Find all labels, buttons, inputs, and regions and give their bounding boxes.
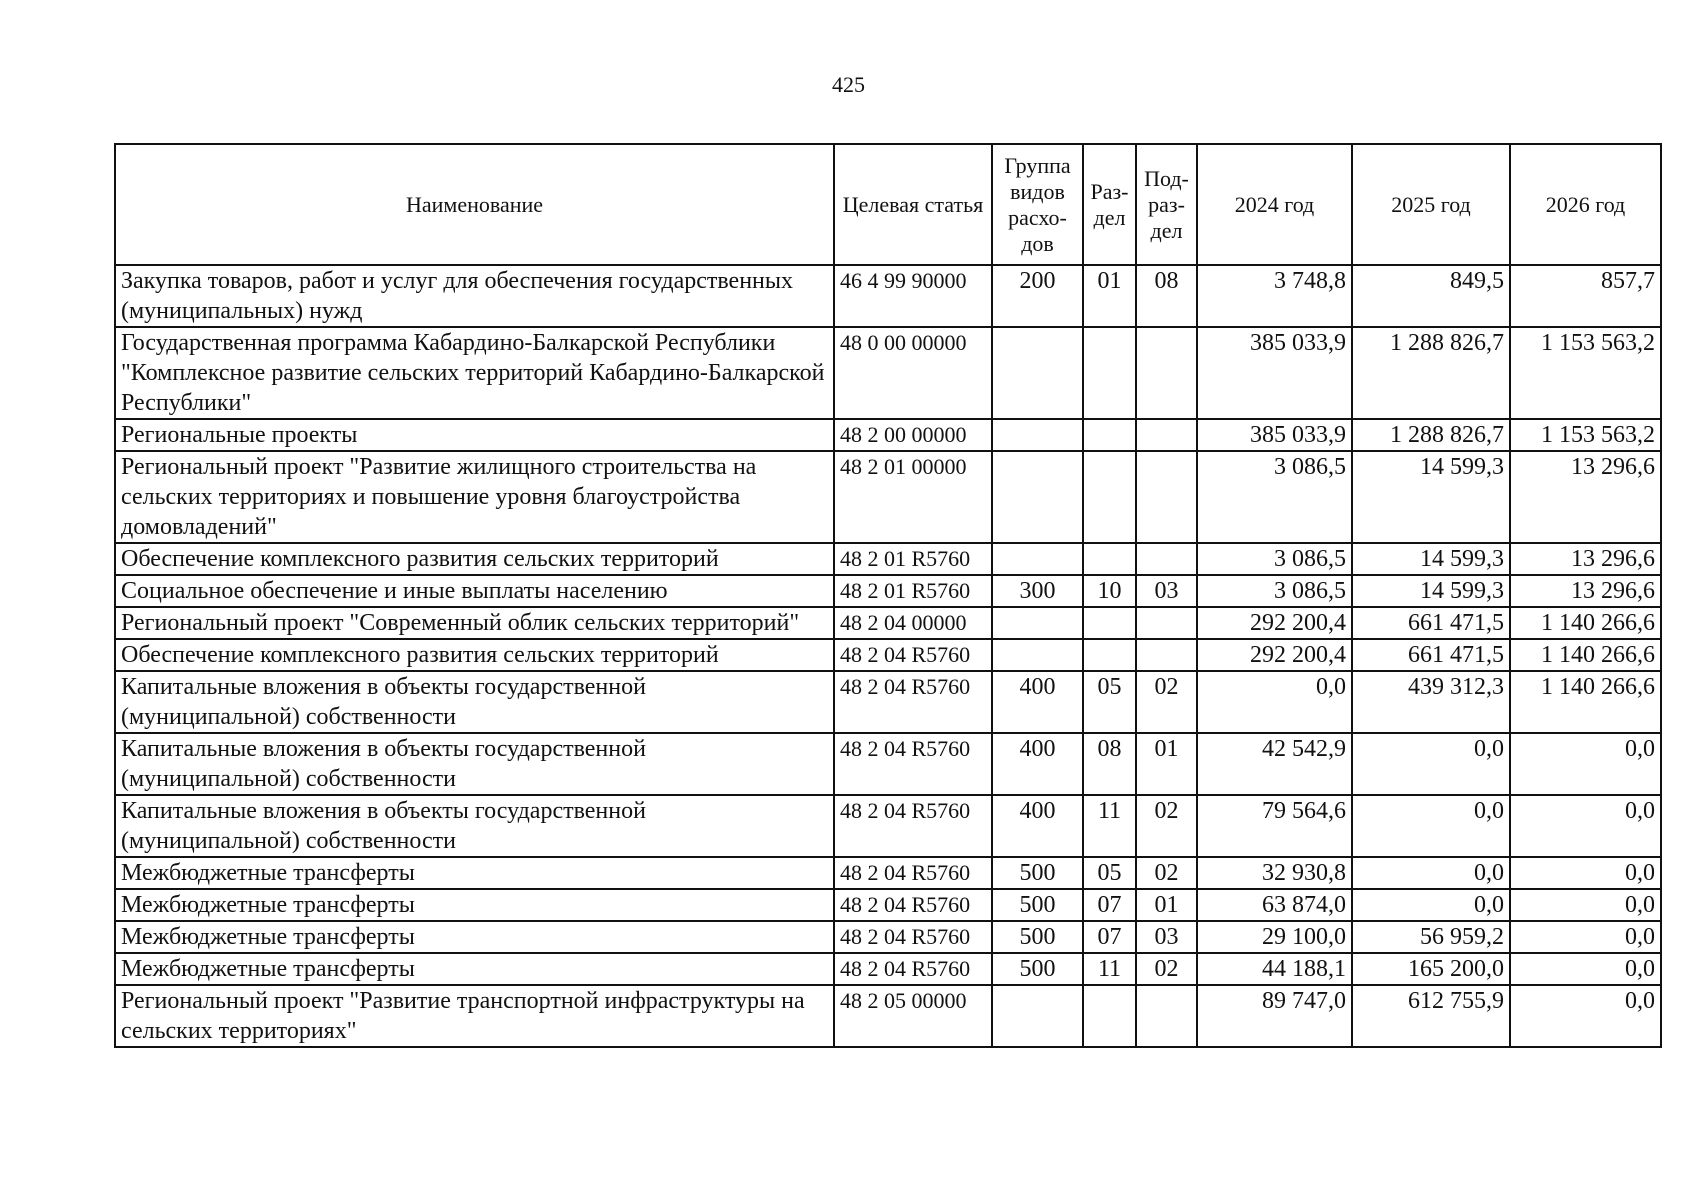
cell-2026: 13 296,6 [1510,575,1661,607]
cell-2025: 0,0 [1352,795,1510,857]
cell-name: Региональные проекты [115,419,834,451]
cell-2025: 165 200,0 [1352,953,1510,985]
cell-target-article: 48 2 04 R5760 [834,953,992,985]
cell-section [1083,327,1136,419]
cell-subsection [1136,327,1197,419]
page-number: 425 [832,72,865,97]
cell-section [1083,639,1136,671]
cell-subsection: 02 [1136,795,1197,857]
cell-subsection [1136,639,1197,671]
cell-subsection: 01 [1136,889,1197,921]
cell-2024: 42 542,9 [1197,733,1352,795]
cell-subsection: 03 [1136,575,1197,607]
cell-target-article: 48 2 01 R5760 [834,543,992,575]
cell-name: Обеспечение комплексного развития сельских территорий [115,639,834,671]
cell-subsection [1136,543,1197,575]
cell-2024: 32 930,8 [1197,857,1352,889]
cell-2026: 13 296,6 [1510,543,1661,575]
cell-target-article: 48 2 04 R5760 [834,671,992,733]
cell-subsection: 02 [1136,671,1197,733]
cell-2025: 439 312,3 [1352,671,1510,733]
table-row [115,795,1661,857]
cell-name: Межбюджетные трансферты [115,857,834,889]
cell-2026: 1 140 266,6 [1510,607,1661,639]
header-2024: 2024 год [1197,144,1352,265]
cell-2024: 385 033,9 [1197,327,1352,419]
cell-name: Межбюджетные трансферты [115,889,834,921]
cell-name: Региональный проект "Развитие жилищного строительства на сельских территориях и повышение уровня благоустройства домовладений" [115,451,834,543]
cell-2024: 79 564,6 [1197,795,1352,857]
cell-target-article: 48 2 04 R5760 [834,857,992,889]
header-subsection: Под- раз- дел [1136,144,1197,265]
cell-expense-group [992,985,1083,1047]
table-row [115,857,1661,889]
cell-name: Социальное обеспечение и иные выплаты населению [115,575,834,607]
cell-target-article: 48 2 04 R5760 [834,795,992,857]
cell-2025: 0,0 [1352,857,1510,889]
cell-target-article: 48 2 05 00000 [834,985,992,1047]
cell-target-article: 48 2 04 R5760 [834,639,992,671]
cell-name: Капитальные вложения в объекты государственной (муниципальной) собственности [115,671,834,733]
table-row [115,607,1661,639]
cell-subsection: 03 [1136,921,1197,953]
cell-subsection: 01 [1136,733,1197,795]
cell-target-article: 48 2 04 R5760 [834,889,992,921]
cell-subsection: 08 [1136,265,1197,327]
header-2025: 2025 год [1352,144,1510,265]
cell-2025: 661 471,5 [1352,607,1510,639]
cell-2025: 0,0 [1352,733,1510,795]
cell-2025: 612 755,9 [1352,985,1510,1047]
cell-2026: 0,0 [1510,921,1661,953]
cell-name: Обеспечение комплексного развития сельских территорий [115,543,834,575]
cell-name: Капитальные вложения в объекты государственной (муниципальной) собственности [115,795,834,857]
cell-expense-group: 400 [992,733,1083,795]
cell-2024: 0,0 [1197,671,1352,733]
cell-2025: 849,5 [1352,265,1510,327]
cell-2024: 29 100,0 [1197,921,1352,953]
table-row [115,419,1661,451]
table-row [115,985,1661,1047]
table-row [115,953,1661,985]
cell-section [1083,451,1136,543]
cell-2024: 292 200,4 [1197,607,1352,639]
cell-section [1083,419,1136,451]
cell-2026: 13 296,6 [1510,451,1661,543]
cell-section [1083,985,1136,1047]
cell-2026: 857,7 [1510,265,1661,327]
table-row [115,265,1661,327]
header-row [115,144,1661,265]
table-row [115,889,1661,921]
cell-section: 05 [1083,671,1136,733]
table-row [115,639,1661,671]
cell-name: Региональный проект "Современный облик сельских территорий" [115,607,834,639]
cell-2025: 14 599,3 [1352,543,1510,575]
cell-subsection: 02 [1136,953,1197,985]
cell-expense-group [992,639,1083,671]
cell-expense-group: 200 [992,265,1083,327]
cell-2024: 292 200,4 [1197,639,1352,671]
cell-expense-group [992,543,1083,575]
cell-expense-group: 500 [992,857,1083,889]
budget-table [114,143,1662,1048]
cell-name: Региональный проект "Развитие транспортной инфраструктуры на сельских территориях" [115,985,834,1047]
cell-2026: 0,0 [1510,795,1661,857]
cell-2026: 0,0 [1510,889,1661,921]
cell-2026: 0,0 [1510,857,1661,889]
cell-2024: 3 086,5 [1197,575,1352,607]
cell-expense-group: 400 [992,671,1083,733]
cell-expense-group: 400 [992,795,1083,857]
cell-target-article: 48 2 01 00000 [834,451,992,543]
cell-target-article: 46 4 99 90000 [834,265,992,327]
cell-expense-group [992,419,1083,451]
table-row [115,327,1661,419]
cell-2025: 661 471,5 [1352,639,1510,671]
cell-2024: 89 747,0 [1197,985,1352,1047]
cell-expense-group: 500 [992,921,1083,953]
cell-expense-group: 500 [992,889,1083,921]
cell-subsection [1136,985,1197,1047]
cell-section: 08 [1083,733,1136,795]
cell-subsection: 02 [1136,857,1197,889]
cell-section [1083,607,1136,639]
cell-name: Закупка товаров, работ и услуг для обеспечения государственных (муниципальных) нужд [115,265,834,327]
cell-2025: 1 288 826,7 [1352,419,1510,451]
cell-subsection [1136,419,1197,451]
cell-2024: 44 188,1 [1197,953,1352,985]
cell-2025: 56 959,2 [1352,921,1510,953]
table-row [115,671,1661,733]
cell-2026: 0,0 [1510,733,1661,795]
cell-target-article: 48 2 04 R5760 [834,921,992,953]
cell-section [1083,543,1136,575]
cell-2024: 63 874,0 [1197,889,1352,921]
cell-section: 10 [1083,575,1136,607]
cell-2026: 0,0 [1510,953,1661,985]
table-body [115,265,1661,1047]
cell-2026: 1 140 266,6 [1510,671,1661,733]
cell-2024: 3 748,8 [1197,265,1352,327]
cell-2025: 0,0 [1352,889,1510,921]
table-row [115,451,1661,543]
table-row [115,921,1661,953]
cell-expense-group [992,451,1083,543]
cell-subsection [1136,607,1197,639]
cell-section: 01 [1083,265,1136,327]
cell-2025: 14 599,3 [1352,575,1510,607]
cell-subsection [1136,451,1197,543]
table-row [115,575,1661,607]
cell-expense-group: 300 [992,575,1083,607]
header-section: Раз- дел [1083,144,1136,265]
cell-2026: 1 153 563,2 [1510,419,1661,451]
cell-name: Межбюджетные трансферты [115,953,834,985]
header-expense-group: Группа видов расхо- дов [992,144,1083,265]
cell-target-article: 48 2 01 R5760 [834,575,992,607]
cell-target-article: 48 0 00 00000 [834,327,992,419]
cell-2026: 0,0 [1510,985,1661,1047]
cell-target-article: 48 2 04 00000 [834,607,992,639]
cell-name: Межбюджетные трансферты [115,921,834,953]
cell-section: 11 [1083,953,1136,985]
cell-expense-group [992,327,1083,419]
cell-2025: 14 599,3 [1352,451,1510,543]
cell-target-article: 48 2 00 00000 [834,419,992,451]
cell-section: 07 [1083,889,1136,921]
cell-target-article: 48 2 04 R5760 [834,733,992,795]
table-row [115,733,1661,795]
cell-name: Государственная программа Кабардино-Балкарской Республики "Комплексное развитие сельских территорий Кабардино-Балкарской Республики" [115,327,834,419]
cell-2024: 3 086,5 [1197,543,1352,575]
cell-section: 11 [1083,795,1136,857]
cell-2025: 1 288 826,7 [1352,327,1510,419]
cell-name: Капитальные вложения в объекты государственной (муниципальной) собственности [115,733,834,795]
cell-expense-group [992,607,1083,639]
table-row [115,543,1661,575]
cell-2026: 1 153 563,2 [1510,327,1661,419]
cell-section: 07 [1083,921,1136,953]
cell-expense-group: 500 [992,953,1083,985]
header-target-article: Целевая статья [834,144,992,265]
cell-2026: 1 140 266,6 [1510,639,1661,671]
header-2026: 2026 год [1510,144,1661,265]
header-name: Наименование [115,144,834,265]
cell-section: 05 [1083,857,1136,889]
cell-2024: 3 086,5 [1197,451,1352,543]
cell-2024: 385 033,9 [1197,419,1352,451]
